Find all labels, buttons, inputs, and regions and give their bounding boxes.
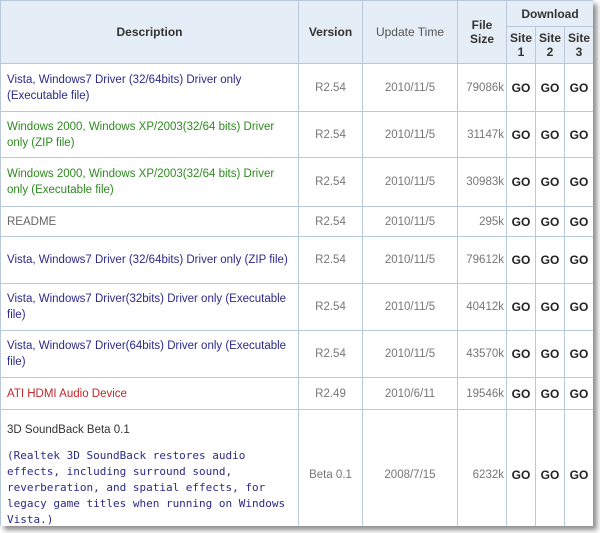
row-date: 2010/6/11 [363, 378, 458, 410]
row-date: 2010/11/5 [363, 64, 458, 112]
go-site-1-button[interactable]: GO [507, 158, 536, 207]
row-description-title: 3D SoundBack Beta 0.1 [7, 423, 130, 436]
go-site-2-button[interactable]: GO [536, 112, 565, 158]
row-version: R2.49 [299, 378, 363, 410]
go-site-3-button[interactable]: GO [565, 158, 594, 207]
go-site-3-button[interactable]: GO [565, 207, 594, 237]
table-row [1, 237, 594, 284]
row-description-note: (Realtek 3D SoundBack restores audio effects, including surround sound, reverberation, and spatial effects, for legacy game titles when running on Windows Vista.) [7, 448, 286, 526]
go-site-1-button[interactable]: GO [507, 207, 536, 237]
row-date: 2010/11/5 [363, 207, 458, 237]
row-description-link[interactable]: ATI HDMI Audio Device [1, 378, 299, 410]
go-site-3-button[interactable]: GO [565, 331, 594, 378]
row-date: 2008/7/15 [363, 410, 458, 527]
go-site-2-button[interactable]: GO [536, 378, 565, 410]
go-site-2-button[interactable]: GO [536, 158, 565, 207]
row-description-link[interactable]: Windows 2000, Windows XP/2003(32/64 bits) Driver only (ZIP file) [1, 112, 299, 158]
row-date: 2010/11/5 [363, 158, 458, 207]
go-site-1-button[interactable]: GO [507, 112, 536, 158]
go-site-3-button[interactable]: GO [565, 410, 594, 527]
row-date: 2010/11/5 [363, 284, 458, 331]
row-file-size: 40412k [458, 284, 507, 331]
go-site-2-button[interactable]: GO [536, 207, 565, 237]
table-row [1, 284, 594, 331]
go-site-1-button[interactable]: GO [507, 410, 536, 527]
table-row [1, 112, 594, 158]
go-site-3-button[interactable]: GO [565, 64, 594, 112]
row-file-size: 295k [458, 207, 507, 237]
row-version: R2.54 [299, 331, 363, 378]
header-site-3: Site 3 [565, 27, 594, 64]
table-row [1, 410, 594, 527]
go-site-1-button[interactable]: GO [507, 378, 536, 410]
row-version: R2.54 [299, 237, 363, 284]
row-version: R2.54 [299, 284, 363, 331]
row-version: R2.54 [299, 112, 363, 158]
row-description-cell [1, 410, 299, 527]
row-description-link[interactable]: Vista, Windows7 Driver (32/64bits) Driver only (ZIP file) [1, 237, 299, 284]
header-version: Version [299, 1, 363, 64]
row-date: 2010/11/5 [363, 237, 458, 284]
table-row [1, 64, 594, 112]
table-row [1, 207, 594, 237]
row-version: R2.54 [299, 158, 363, 207]
go-site-3-button[interactable]: GO [565, 112, 594, 158]
header-description: Description [1, 1, 299, 64]
row-file-size: 31147k [458, 112, 507, 158]
table-row [1, 378, 594, 410]
row-version: R2.54 [299, 64, 363, 112]
go-site-1-button[interactable]: GO [507, 64, 536, 112]
row-file-size: 43570k [458, 331, 507, 378]
go-site-2-button[interactable]: GO [536, 237, 565, 284]
row-version: Beta 0.1 [299, 410, 363, 527]
go-site-2-button[interactable]: GO [536, 64, 565, 112]
table-row [1, 331, 594, 378]
row-date: 2010/11/5 [363, 112, 458, 158]
row-file-size: 79612k [458, 237, 507, 284]
row-file-size: 19546k [458, 378, 507, 410]
go-site-2-button[interactable]: GO [536, 410, 565, 527]
header-file-size: File Size [458, 1, 507, 64]
go-site-1-button[interactable]: GO [507, 331, 536, 378]
row-description-link[interactable]: README [1, 207, 299, 237]
row-date: 2010/11/5 [363, 331, 458, 378]
go-site-1-button[interactable]: GO [507, 237, 536, 284]
header-update-time: Update Time [363, 1, 458, 64]
row-description-link[interactable]: Vista, Windows7 Driver (32/64bits) Driver only (Executable file) [1, 64, 299, 112]
go-site-3-button[interactable]: GO [565, 378, 594, 410]
row-file-size: 6232k [458, 410, 507, 527]
row-description-link[interactable]: Windows 2000, Windows XP/2003(32/64 bits) Driver only (Executable file) [1, 158, 299, 207]
go-site-3-button[interactable]: GO [565, 237, 594, 284]
row-version: R2.54 [299, 207, 363, 237]
row-file-size: 79086k [458, 64, 507, 112]
header-site-2: Site 2 [536, 27, 565, 64]
go-site-1-button[interactable]: GO [507, 284, 536, 331]
header-site-1: Site 1 [507, 27, 536, 64]
go-site-3-button[interactable]: GO [565, 284, 594, 331]
header-download: Download [507, 1, 594, 27]
table-row [1, 158, 594, 207]
row-file-size: 30983k [458, 158, 507, 207]
row-description-link[interactable]: Vista, Windows7 Driver(32bits) Driver only (Executable file) [1, 284, 299, 331]
row-description-link[interactable]: Vista, Windows7 Driver(64bits) Driver only (Executable file) [1, 331, 299, 378]
go-site-2-button[interactable]: GO [536, 331, 565, 378]
go-site-2-button[interactable]: GO [536, 284, 565, 331]
